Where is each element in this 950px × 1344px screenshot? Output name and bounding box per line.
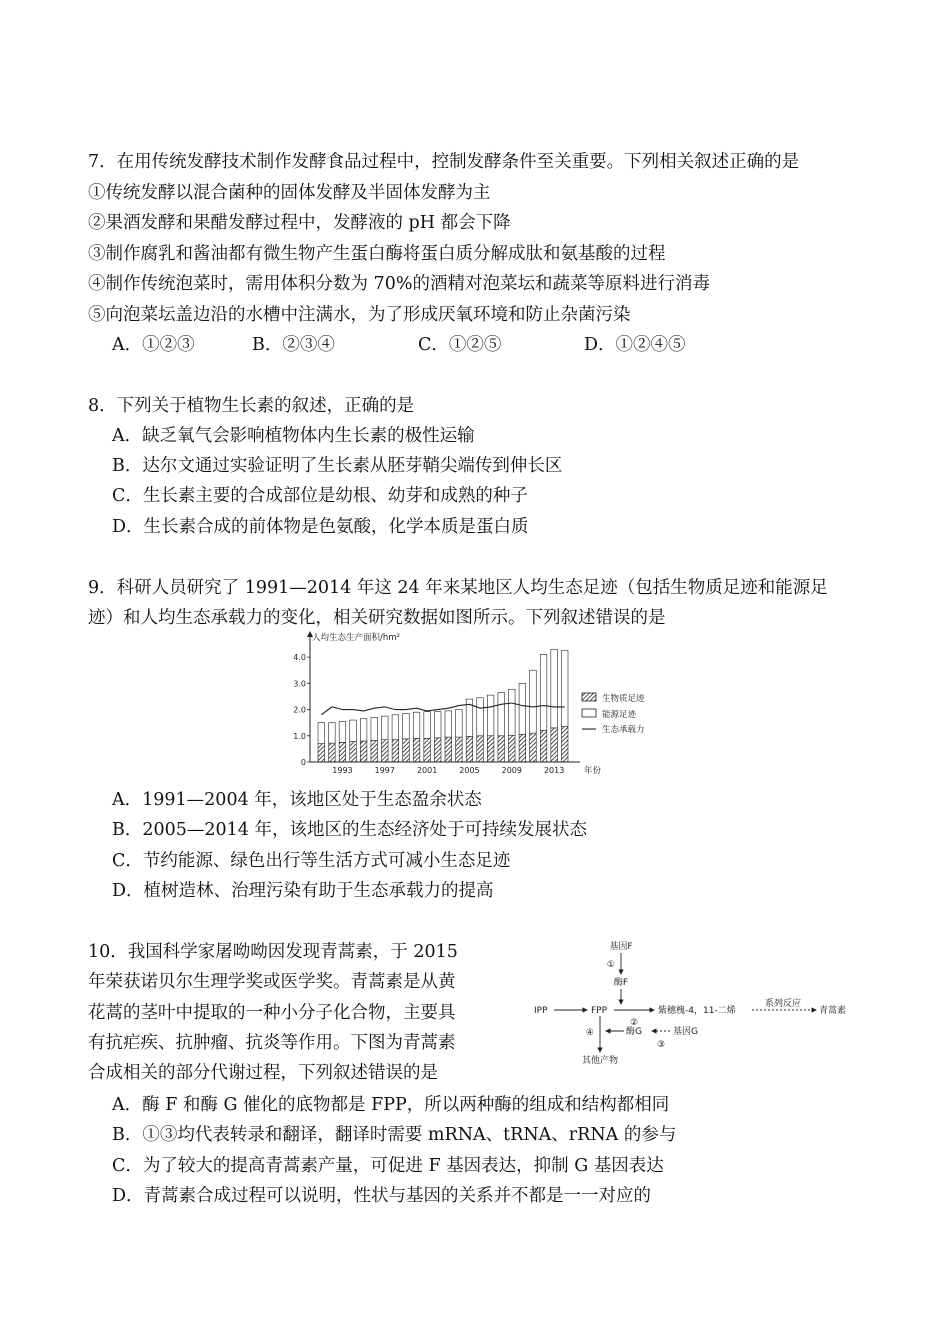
ipp-label: IPP bbox=[534, 1006, 548, 1016]
q8-stem: 8．下列关于植物生长素的叙述，正确的是 bbox=[88, 396, 415, 416]
legend-biomass: 生物质足迹 bbox=[602, 694, 645, 704]
legend-capacity: 生态承载力 bbox=[602, 725, 645, 735]
intermediate-label: 紫穗槐-4，11-二烯 bbox=[658, 1006, 736, 1016]
bar-biomass-2014 bbox=[561, 727, 568, 762]
bar-energy-2004 bbox=[456, 710, 463, 738]
x-tick-label: 2009 bbox=[501, 766, 522, 775]
bar-energy-2006 bbox=[477, 698, 484, 736]
bar-energy-2001 bbox=[424, 712, 431, 739]
q10-stem-line1: 10．我国科学家屠呦呦因发现青蒿素，于 2015 bbox=[88, 942, 458, 962]
bar-biomass-2013 bbox=[551, 728, 558, 762]
bar-biomass-1999 bbox=[403, 739, 410, 762]
bar-biomass-1995 bbox=[360, 741, 367, 762]
q8-option-a: A．缺乏氧气会影响植物体内生长素的极性运输 bbox=[112, 426, 475, 446]
x-tick-label: 1997 bbox=[374, 766, 395, 775]
q9-stem-line1: 9．科研人员研究了 1991—2014 年这 24 年来某地区人均生态足迹（包括生物质足迹和能源足 bbox=[88, 578, 828, 598]
q10-option-b: B．①③均代表转录和翻译，翻译时需要 mRNA、tRNA、rRNA 的参与 bbox=[112, 1125, 677, 1145]
chart-legend bbox=[582, 693, 645, 735]
bar-biomass-2007 bbox=[487, 736, 494, 762]
bar-energy-2012 bbox=[540, 654, 547, 730]
q7-option-a: A．①②③ bbox=[112, 335, 195, 355]
q10-option-d: D．青蒿素合成过程可以说明，性状与基因的关系并不都是一一对应的 bbox=[112, 1186, 652, 1206]
q7-option-c: C．①②⑤ bbox=[418, 335, 502, 355]
bar-biomass-2004 bbox=[456, 737, 463, 762]
step-4-label: ④ bbox=[585, 1028, 594, 1038]
y-tick-label: 3.0 bbox=[293, 679, 306, 689]
q8-option-d: D．生长素合成的前体物是色氨酸，化学本质是蛋白质 bbox=[112, 517, 529, 537]
artemisinin-label: 青蒿素 bbox=[819, 1006, 847, 1016]
q7-statement-3: ③制作腐乳和酱油都有微生物产生蛋白酶将蛋白质分解成肽和氨基酸的过程 bbox=[88, 244, 666, 264]
bar-biomass-2012 bbox=[540, 731, 547, 762]
bar-energy-2011 bbox=[530, 670, 537, 733]
bar-energy-2007 bbox=[487, 695, 494, 736]
enzyme-f-label: 酶F bbox=[613, 978, 629, 988]
bar-biomass-2002 bbox=[434, 738, 441, 762]
bar-energy-2014 bbox=[561, 651, 568, 727]
bar-energy-1998 bbox=[392, 715, 399, 740]
bar-biomass-1996 bbox=[371, 740, 378, 762]
q8-option-b: B．达尔文通过实验证明了生长素从胚芽鞘尖端传到伸长区 bbox=[112, 456, 563, 476]
bar-energy-2010 bbox=[519, 683, 526, 734]
x-tick-label: 2001 bbox=[416, 766, 438, 775]
chart-xlabel: 年份 bbox=[584, 766, 602, 776]
q7-option-d: D．①②④⑤ bbox=[584, 335, 686, 355]
bar-energy-2013 bbox=[551, 649, 558, 728]
step-2-label: ② bbox=[629, 1018, 639, 1028]
q9-stem-line2: 迹）和人均生态承载力的变化，相关研究数据如图所示。下列叙述错误的是 bbox=[88, 608, 666, 628]
bar-biomass-2009 bbox=[509, 735, 516, 762]
bar-energy-2000 bbox=[413, 712, 420, 738]
bar-biomass-1994 bbox=[350, 742, 357, 762]
q10-option-c: C．为了较大的提高青蒿素产量，可促进 F 基因表达，抑制 G 基因表达 bbox=[112, 1156, 664, 1176]
bar-energy-2003 bbox=[445, 711, 452, 737]
series-line-capacity bbox=[321, 703, 564, 715]
y-tick-label: 1.0 bbox=[293, 731, 306, 741]
bar-energy-1992 bbox=[329, 723, 336, 743]
bar-biomass-2011 bbox=[530, 733, 537, 762]
bar-biomass-1991 bbox=[318, 744, 325, 762]
bar-biomass-1997 bbox=[382, 740, 389, 762]
bar-biomass-2001 bbox=[424, 738, 431, 762]
y-tick-label: 4.0 bbox=[293, 653, 306, 663]
bar-biomass-2006 bbox=[477, 736, 484, 762]
bar-energy-2009 bbox=[509, 689, 516, 735]
bar-energy-2002 bbox=[434, 712, 441, 738]
q10-stem-line4: 有抗疟疾、抗肿瘤、抗炎等作用。下图为青蒿素 bbox=[88, 1033, 456, 1053]
q10-stem-line2: 年荣获诺贝尔生理学奖或医学奖。青蒿素是从黄 bbox=[88, 972, 456, 992]
bar-energy-1999 bbox=[403, 713, 410, 738]
bar-biomass-2003 bbox=[445, 737, 452, 762]
bar-energy-1991 bbox=[318, 723, 325, 744]
q9-option-a: A．1991—2004 年，该地区处于生态盈余状态 bbox=[112, 790, 482, 810]
bar-biomass-2008 bbox=[498, 736, 505, 762]
other-products-label: 其他产物 bbox=[581, 1056, 619, 1066]
bar-biomass-1993 bbox=[339, 742, 346, 762]
bar-energy-1996 bbox=[371, 717, 378, 740]
x-tick-label: 2005 bbox=[459, 766, 480, 775]
step-1-label: ① bbox=[606, 960, 615, 970]
q10-option-a: A．酶 F 和酶 G 催化的底物都是 FPP，所以两种酶的组成和结构都相同 bbox=[112, 1095, 670, 1115]
q7-statement-4: ④制作传统泡菜时，需用体积分数为 70%的酒精对泡菜坛和蔬菜等原料进行消毒 bbox=[88, 274, 710, 294]
q7-stem: 7．在用传统发酵技术制作发酵食品过程中，控制发酵条件至关重要。下列相关叙述正确的是 bbox=[88, 152, 800, 172]
bar-energy-1997 bbox=[382, 716, 389, 740]
bar-biomass-1992 bbox=[329, 743, 336, 762]
gene-f-label: 基因F bbox=[609, 942, 633, 952]
q7-statement-1: ①传统发酵以混合菌种的固体发酵及半固体发酵为主 bbox=[88, 183, 491, 203]
x-tick-label: 2013 bbox=[543, 766, 565, 775]
q7-option-b: B．②③④ bbox=[252, 335, 335, 355]
fpp-label: FPP bbox=[591, 1006, 608, 1016]
bar-biomass-1998 bbox=[392, 740, 399, 762]
q7-statement-5: ⑤向泡菜坛盖边沿的水槽中注满水，为了形成厌氧环境和防止杂菌污染 bbox=[88, 305, 631, 325]
q9-option-b: B．2005—2014 年，该地区的生态经济处于可持续发展状态 bbox=[112, 820, 587, 840]
q7-statement-2: ②果酒发酵和果醋发酵过程中，发酵液的 pH 都会下降 bbox=[88, 213, 511, 233]
legend-energy: 能源足迹 bbox=[602, 710, 637, 720]
bar-biomass-2010 bbox=[519, 734, 526, 762]
series-reaction-label: 系列反应 bbox=[764, 999, 802, 1009]
y-tick-label: 2.0 bbox=[293, 705, 306, 715]
artemisinin-pathway-diagram bbox=[530, 936, 860, 1066]
ecological-footprint-chart bbox=[270, 630, 645, 780]
bar-biomass-2005 bbox=[466, 736, 473, 762]
q9-option-c: C．节约能源、绿色出行等生活方式可减小生态足迹 bbox=[112, 851, 511, 871]
bar-biomass-2000 bbox=[413, 738, 420, 762]
x-tick-label: 1993 bbox=[332, 766, 353, 775]
q10-stem-line3: 花蒿的茎叶中提取的一种小分子化合物，主要具 bbox=[88, 1003, 456, 1023]
bar-energy-2008 bbox=[498, 693, 505, 736]
chart-ylabel: 人均生态生产面积/hm² bbox=[312, 633, 400, 643]
q9-option-d: D．植树造林、治理污染有助于生态承载力的提高 bbox=[112, 881, 494, 901]
step-3-label: ③ bbox=[656, 1040, 666, 1050]
q8-option-c: C．生长素主要的合成部位是幼根、幼芽和成熟的种子 bbox=[112, 486, 528, 506]
gene-g-label: 基因G bbox=[673, 1027, 698, 1037]
bar-energy-1994 bbox=[350, 720, 357, 742]
q10-stem-line5: 合成相关的部分代谢过程，下列叙述错误的是 bbox=[88, 1063, 438, 1083]
enzyme-g-label: 酶G bbox=[626, 1027, 642, 1037]
bar-energy-1995 bbox=[360, 719, 367, 741]
y-tick-label: 0 bbox=[300, 758, 306, 767]
bar-energy-1993 bbox=[339, 721, 346, 742]
